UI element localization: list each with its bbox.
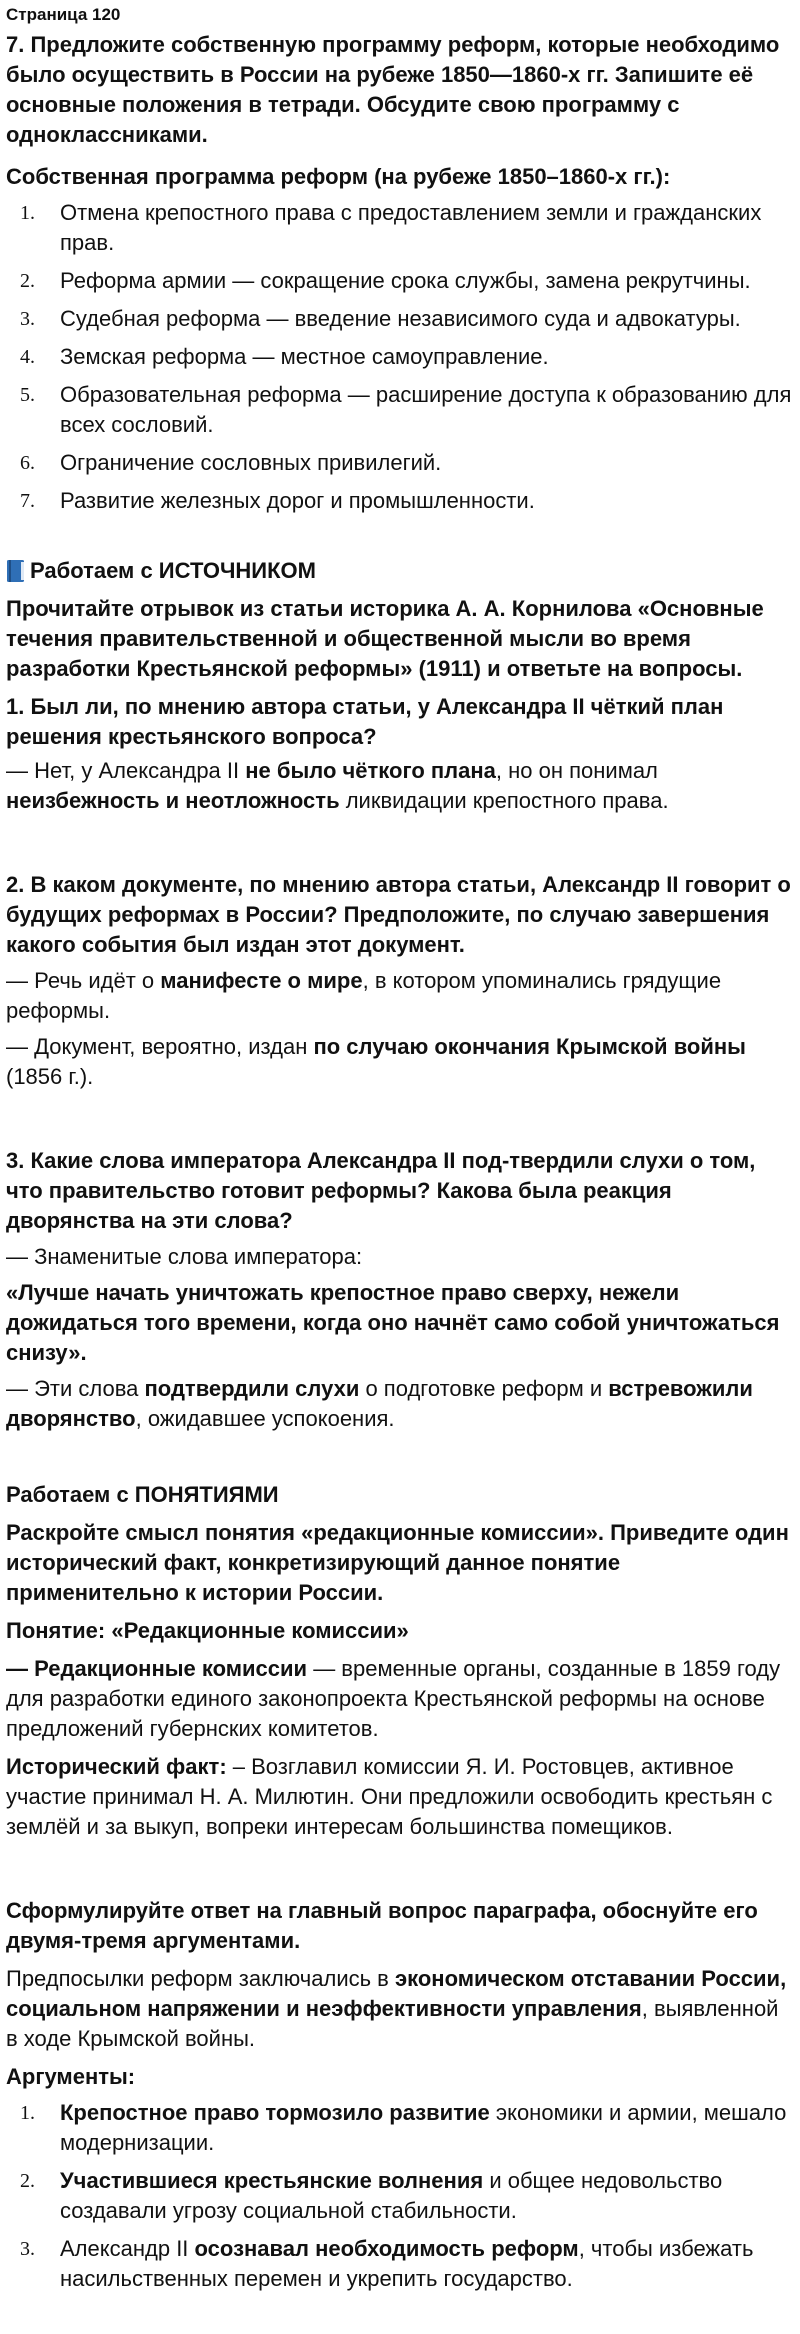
list-item-number: 6. — [20, 452, 35, 474]
emphasis: манифесте о мире — [160, 968, 363, 993]
list-item — [6, 2234, 794, 2294]
list-item-number: 2. — [20, 270, 35, 292]
list-item-text: Судебная реформа — введение независимого суда и адвокатуры. — [60, 306, 741, 331]
list-item-number: 1. — [20, 2102, 35, 2124]
source-section — [6, 556, 794, 1434]
text: и общее недовольство создавали угрозу социальной стабильности. — [60, 2168, 723, 2223]
text: , выявленной в ходе Крымской войны. — [6, 1996, 779, 2051]
text: , ожидавшее успокоения. — [135, 1406, 395, 1431]
list-item-text: Отмена крепостного права с предоставлением земли и гражданских прав. — [60, 200, 762, 255]
text: — Эти слова — [6, 1376, 145, 1401]
main-task: Сформулируйте ответ на главный вопрос параграфа, обоснуйте его двумя-тремя аргументами. — [6, 1898, 758, 1953]
text: — Нет, у Александра II — [6, 758, 246, 783]
text: – Возглавил комиссии Я. И. Ростовцев, активное участие принимал Н. А. Милютин. Они предложили освободить крестьян с землёй и за выкуп, вопреки интересам большинства помещиков. — [6, 1754, 773, 1839]
concepts-fact — [6, 1752, 794, 1842]
text: Александр II — [60, 2236, 195, 2261]
emphasis: не было чёткого плана — [245, 758, 496, 783]
arguments-list — [6, 2098, 794, 2294]
emphasis: встревожили дворянство — [6, 1376, 753, 1431]
list-item-number: 3. — [20, 2238, 35, 2260]
list-item — [6, 2098, 794, 2158]
concepts-subtitle: Понятие: «Редакционные комиссии» — [6, 1618, 409, 1643]
list-item-text: Ограничение сословных привилегий. — [60, 450, 442, 475]
page-label: Страница 120 — [6, 5, 121, 24]
task7-subtitle: Собственная программа реформ (на рубеже 1850–1860-х гг.): — [6, 164, 671, 189]
text: — Речь идёт о — [6, 968, 161, 993]
main-question-section — [6, 1896, 794, 2294]
list-item — [6, 2166, 794, 2226]
text: ликвидации крепостного права. — [339, 788, 669, 813]
source-question-2: 2. В каком документе, по мнению автора статьи, Александр II говорит о будущих реформах в России? Предположите, по случаю завершения какого события был издан этот документ. — [6, 872, 791, 957]
text: (1856 г.). — [6, 1064, 94, 1089]
source-question-3: 3. Какие слова императора Александра II под-твердили слухи о том, что правительство готовит реформы? Какова была реакция дворянства на эти слова? — [6, 1148, 756, 1233]
source-intro: Прочитайте отрывок из статьи историка А. А. Корнилова «Основные течения правительственной и общественной мысли во время разработки Крестьянской реформы» (1911) и ответьте на вопросы. — [6, 596, 764, 681]
text: — Документ, вероятно, издан — [6, 1034, 314, 1059]
list-item — [6, 380, 794, 440]
list-item-text: Реформа армии — сокращение срока службы, замена рекрутчины. — [60, 268, 751, 293]
main-answer — [6, 1964, 794, 2054]
list-item-text: Образовательная реформа — расширение доступа к образованию для всех сословий. — [60, 382, 792, 437]
task7-section — [6, 30, 794, 516]
list-item-text: Земская реформа — местное самоуправление. — [60, 344, 549, 369]
text: , чтобы избежать насильственных перемен и укрепить государство. — [60, 2236, 754, 2291]
list-item-text: Развитие железных дорог и промышленности. — [60, 488, 535, 513]
list-item-number: 5. — [20, 384, 35, 406]
text: , в котором упоминались грядущие реформы. — [6, 968, 722, 1023]
document-page — [6, 0, 794, 2294]
emphasis: Крепостное право тормозило развитие — [60, 2100, 490, 2125]
list-item-number: 7. — [20, 490, 35, 512]
emphasis: по случаю окончания Крымской войны — [313, 1034, 746, 1059]
list-item — [6, 486, 794, 516]
list-item — [6, 198, 794, 258]
task7-question: 7. Предложите собственную программу реформ, которые необходимо было осуществить в России на рубеже 1850—1860-х гг. Запишите её основные положения в тетради. Обсудите свою программу с одноклассниками. — [6, 32, 780, 147]
source-heading-text: Работаем с ИСТОЧНИКОМ — [30, 558, 316, 583]
source-answer-1 — [6, 756, 794, 816]
list-item — [6, 448, 794, 478]
source-quote: «Лучше начать уничтожать крепостное право сверху, нежели дожидаться того времени, когда оно начнёт само собой уничтожаться снизу». — [6, 1280, 780, 1365]
concepts-heading: Работаем с ПОНЯТИЯМИ — [6, 1482, 279, 1507]
list-item — [6, 266, 794, 296]
list-item-number: 3. — [20, 308, 35, 330]
arguments-title: Аргументы: — [6, 2064, 136, 2089]
text: о подготовке реформ и — [359, 1376, 609, 1401]
book-icon — [6, 559, 26, 583]
list-item-number: 2. — [20, 2170, 35, 2192]
emphasis: экономическом отставании России, социальном напряжении и неэффективности управления — [6, 1966, 787, 2021]
concepts-section — [6, 1480, 794, 1842]
list-item — [6, 304, 794, 334]
text: , но он понимал — [495, 758, 658, 783]
concepts-definition — [6, 1654, 794, 1744]
text: — временные органы, созданные в 1859 году для разработки единого законопроекта Крестьянской реформы на основе предложений губернских комитетов. — [6, 1656, 781, 1741]
source-answer-2a — [6, 966, 794, 1026]
task7-list — [6, 198, 794, 516]
source-answer-3a: — Знаменитые слова императора: — [6, 1244, 363, 1269]
source-heading — [6, 556, 794, 586]
text: Предпосылки реформ заключались в — [6, 1966, 395, 1991]
list-item-number: 4. — [20, 346, 35, 368]
emphasis: Участившиеся крестьянские волнения — [60, 2168, 484, 2193]
text: экономики и армии, мешало модернизации. — [60, 2100, 787, 2155]
emphasis: — Редакционные комиссии — [6, 1656, 308, 1681]
emphasis: осознавал необходимость реформ — [194, 2236, 579, 2261]
emphasis: подтвердили слухи — [144, 1376, 360, 1401]
emphasis: неизбежность и неотложность — [6, 788, 340, 813]
list-item-number: 1. — [20, 202, 35, 224]
source-answer-3b — [6, 1374, 794, 1434]
source-answer-2b — [6, 1032, 794, 1092]
list-item — [6, 342, 794, 372]
emphasis: Исторический факт: — [6, 1754, 227, 1779]
concepts-task: Раскройте смысл понятия «редакционные комиссии». Приведите один исторический факт, конкретизирующий данное понятие применительно к истории России. — [6, 1520, 789, 1605]
source-question-1: 1. Был ли, по мнению автора статьи, у Александра II чёткий план решения крестьянского вопроса? — [6, 694, 724, 749]
